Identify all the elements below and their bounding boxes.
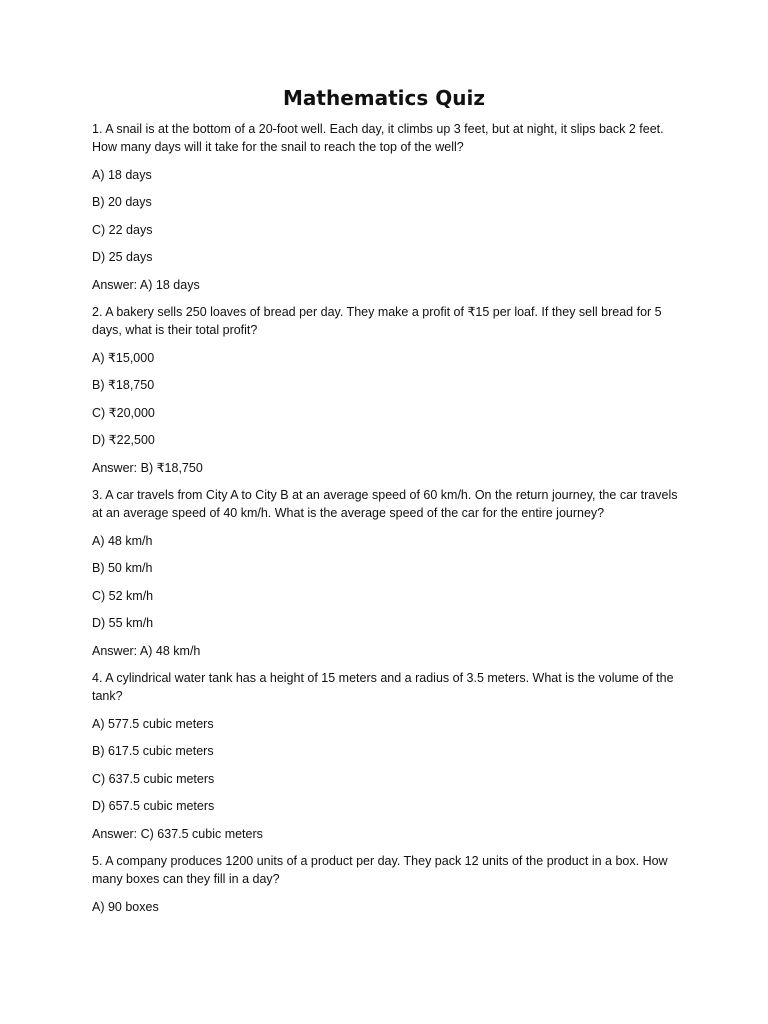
answer-option: B) 617.5 cubic meters <box>92 744 214 758</box>
answer-option: C) 637.5 cubic meters <box>92 771 215 786</box>
answer-option: B) ₹18,750 <box>92 378 155 392</box>
answer-option: D) 25 days <box>92 250 153 264</box>
question-text: 2. A bakery sells 250 loaves of bread per day. They make a profit of ₹15 per loaf. If they sell bread for 5 days, what is their total profit? <box>92 305 662 337</box>
answer-option: A) 18 days <box>92 167 152 182</box>
answer-option: A) ₹15,000 <box>92 350 155 365</box>
answer-option: D) ₹22,500 <box>92 433 155 447</box>
answer-option: C) ₹20,000 <box>92 405 155 420</box>
answer-option: D) 55 km/h <box>92 616 154 630</box>
answer-option: A) 48 km/h <box>92 533 153 548</box>
answer-option: D) 657.5 cubic meters <box>92 799 215 813</box>
answer-option: B) 50 km/h <box>92 561 153 575</box>
question-text: 3. A car travels from City A to City B at an average speed of 60 km/h. On the return journey, the car travels at an average speed of 40 km/h. What is the average speed of the car for the entire journey? <box>92 488 678 520</box>
answer-option: B) 20 days <box>92 195 152 209</box>
answer-option: C) 22 days <box>92 222 153 237</box>
answer-option: A) 577.5 cubic meters <box>92 716 214 731</box>
correct-answer: Answer: A) 18 days <box>92 277 200 292</box>
correct-answer: Answer: C) 637.5 cubic meters <box>92 826 263 841</box>
question-text: 1. A snail is at the bottom of a 20-foot well. Each day, it climbs up 3 feet, but at night, it slips back 2 feet. How many days will it take for the snail to reach the top of the well? <box>92 122 664 154</box>
correct-answer: Answer: A) 48 km/h <box>92 643 201 658</box>
answer-option: C) 52 km/h <box>92 588 154 603</box>
quiz-content <box>92 120 678 925</box>
question-text: 5. A company produces 1200 units of a product per day. They pack 12 units of the product in a box. How many boxes can they fill in a day? <box>92 854 668 886</box>
correct-answer: Answer: B) ₹18,750 <box>92 460 203 475</box>
page-title: Mathematics Quiz <box>283 86 485 110</box>
answer-option: A) 90 boxes <box>92 899 159 914</box>
question-text: 4. A cylindrical water tank has a height of 15 meters and a radius of 3.5 meters. What is the volume of the tank? <box>92 671 674 703</box>
